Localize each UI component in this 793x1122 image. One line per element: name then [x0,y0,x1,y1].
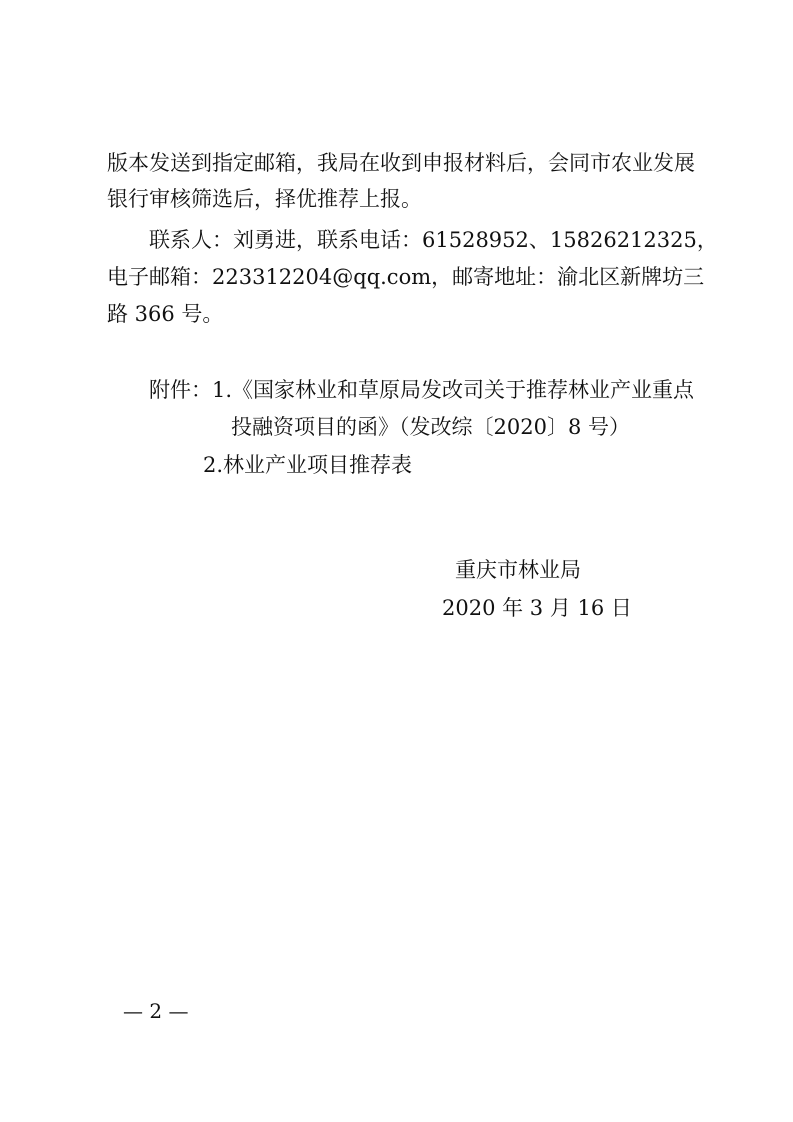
body-paragraph-line-1: 版本发送到指定邮箱，我局在收到申报材料后，会同市农业发展 [107,151,695,175]
attachment-item-2: 2.林业产业项目推荐表 [203,453,413,477]
contact-line-3: 路 366 号。 [107,302,224,326]
body-paragraph-line-2: 银行审核筛选后，择优推荐上报。 [107,187,422,211]
page-number: — 2 — [123,999,189,1023]
contact-line-1: 联系人：刘勇进，联系电话：61528952、15826212325， [149,228,718,252]
signature-date: 2020 年 3 月 16 日 [442,596,632,620]
signature-organization: 重庆市林业局 [455,558,581,582]
attachment-item-1-line-1: 附件：1.《国家林业和草原局发改司关于推荐林业产业重点 [149,378,695,402]
contact-line-2: 电子邮箱：223312204@qq.com，邮寄地址：渝北区新牌坊三 [107,265,705,289]
attachment-item-1-line-2: 投融资项目的函》（发改综〔2020〕8 号） [231,415,630,439]
